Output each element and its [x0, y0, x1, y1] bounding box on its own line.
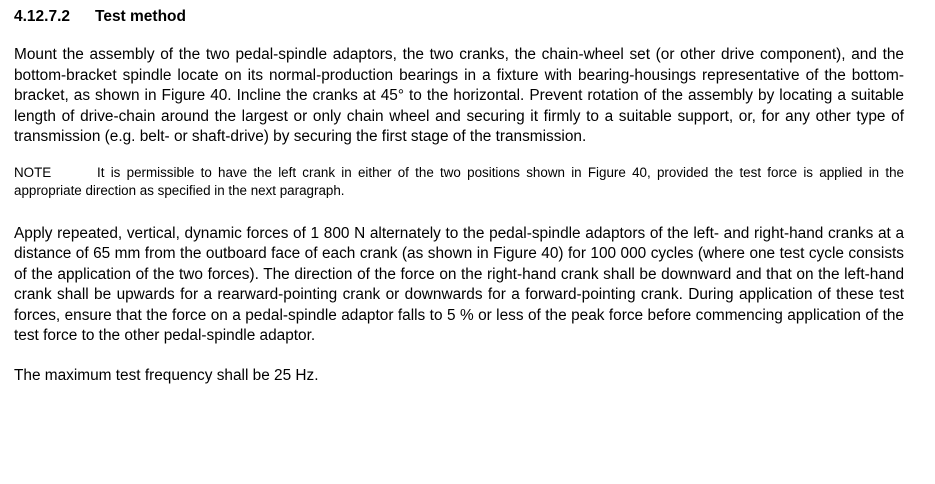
document-page — [14, 7, 904, 386]
mounting-paragraph: Mount the assembly of the two pedal-spindle adaptors, the two cranks, the chain-wheel set (or other drive component), and the bottom-bracket spindle locate on its normal-production bearings in a fixture with bearing-housings representative of the bottom-bracket, as shown in Figure 40. Incline the cranks at 45° to the horizontal. Prevent rotation of the assembly by locating a suitable length of drive-chain around the largest or only chain wheel and securing it firmly to a suitable support, or, for any other type of transmission (e.g. belt- or shaft-drive) by securing the first stage of the transmission. — [14, 46, 904, 145]
note-text: It is permissible to have the left crank in either of the two positions shown in Figure 40, provided the test force is applied in the appropriate direction as specified in the next paragraph. — [14, 164, 904, 198]
forces-paragraph: Apply repeated, vertical, dynamic forces of 1 800 N alternately to the pedal-spindle adaptors of the left- and right-hand cranks at a distance of 65 mm from the outboard face of each crank (as shown in Figure 40) for 100 000 cycles (where one test cycle consists of the application of the two forces). The direction of the force on the right-hand crank shall be downward and that on the left-hand crank shall be upwards for a rearward-pointing crank or downwards for a forward-pointing crank. During application of these test forces, ensure that the force on a pedal-spindle adaptor falls to 5 % or less of the peak force before commencing application of the test force to the other pedal-spindle adaptor. — [14, 224, 904, 344]
section-heading — [14, 7, 904, 27]
note-paragraph — [14, 164, 904, 201]
section-title: Test method — [95, 8, 186, 25]
section-number: 4.12.7.2 — [14, 8, 71, 25]
note-label: NOTE — [14, 164, 52, 180]
frequency-paragraph: The maximum test frequency shall be 25 Hz. — [14, 366, 319, 384]
